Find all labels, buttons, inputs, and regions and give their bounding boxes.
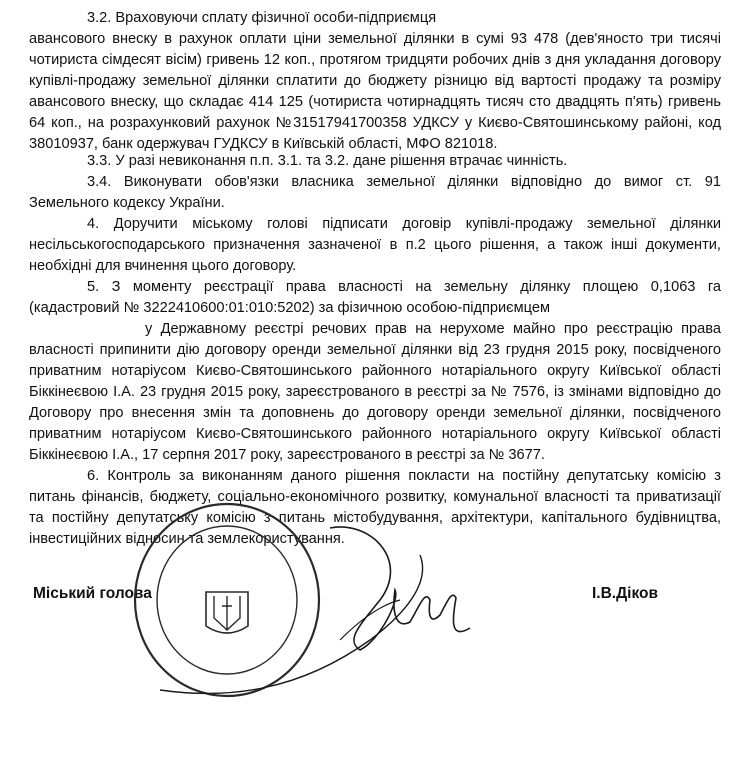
text-line: Біккінеєвою І.А. 23 грудня 2015 року, зареєстрованого в реєстрі за № 7576, із змінами відповідно до	[29, 384, 721, 400]
stamp-trident-icon	[206, 592, 248, 633]
text-line: приватним нотаріусом Києво-Святошинського районного нотаріального округу Київської області	[29, 363, 721, 379]
text-line: 5. З моменту реєстрації права власності на земельну ділянку площею 0,1063 га	[87, 279, 721, 295]
text-line: Земельного кодексу України.	[29, 195, 225, 211]
text-line: власності припинити дію договору оренди земельної ділянки від 23 грудня 2015 року, посвідченого	[29, 342, 721, 358]
text-line: авансового внеску, що складає 414 125 (чотириста чотирнадцять тисяч сто двадцять п'ять) гривень	[29, 94, 721, 110]
signatory-position: Міський голова	[33, 585, 152, 602]
text-line: у Державному реєстрі речових прав на нерухоме майно про реєстрацію права	[145, 321, 721, 337]
text-line: чотириста сімдесят вісім) гривень 12 коп., протягом тридцяти робочих днів з дня укладання договору	[29, 52, 721, 68]
text-line: інвестиційних відносин та землекористування.	[29, 531, 345, 547]
text-line: 6. Контроль за виконанням даного рішення покласти на постійну депутатську комісію з	[87, 468, 721, 484]
text-line: 38010937, банк одержувач ГУДКСУ в Київській області, МФО 821018.	[29, 136, 498, 152]
text-line: необхідні для вчинення цього договору.	[29, 258, 297, 274]
text-line: 3.4. Виконувати обов'язки власника земельної ділянки відповідно до вимог ст. 91	[87, 174, 721, 190]
text-line: купівлі-продажу земельної ділянки сплатити до бюджету різницю від вартості продажу та розміру	[29, 73, 721, 89]
text-line: приватним нотаріусом Києво-Святошинського районного нотаріального округу Київської області	[29, 426, 721, 442]
text-line: (кадастровий № 3222410600:01:010:5202) за фізичною особою-підприємцем	[29, 300, 550, 316]
text-line: питань фінансів, бюджету, соціально-економічного розвитку, комунальної власності та приватизації	[29, 489, 721, 505]
text-line: несільськогосподарського призначення зазначеної в п.2 цього рішення, а також інші документи,	[29, 237, 721, 253]
text-line: 3.3. У разі невиконання п.п. 3.1. та 3.2. дане рішення втрачає чинність.	[87, 153, 568, 169]
text-line: 64 коп., на розрахунковий рахунок №31517941700358 УДКСУ у Києво-Святошинському районі, код	[29, 115, 721, 131]
text-line: 4. Доручити міському голові підписати договір купівлі-продажу земельної ділянки	[87, 216, 721, 232]
text-line: 3.2. Враховуючи сплату фізичної особи-підприємця	[87, 10, 437, 26]
text-line: Договору про внесення змін та доповнень до договору оренди земельної ділянки, посвідченого	[29, 405, 721, 421]
signatory-name: І.В.Діков	[592, 585, 659, 602]
text-line: та постійну депутатську комісію з питань містобудування, архітектури, капітального будівництва,	[29, 510, 721, 526]
text-line: Біккінеєвою І.А., 17 серпня 2017 року, зареєстрованого в реєстрі за № 3677.	[29, 447, 545, 463]
text-line: авансового внеску в рахунок оплати ціни земельної ділянки в сумі 93 478 (дев'яносто три тисячі	[29, 31, 721, 47]
